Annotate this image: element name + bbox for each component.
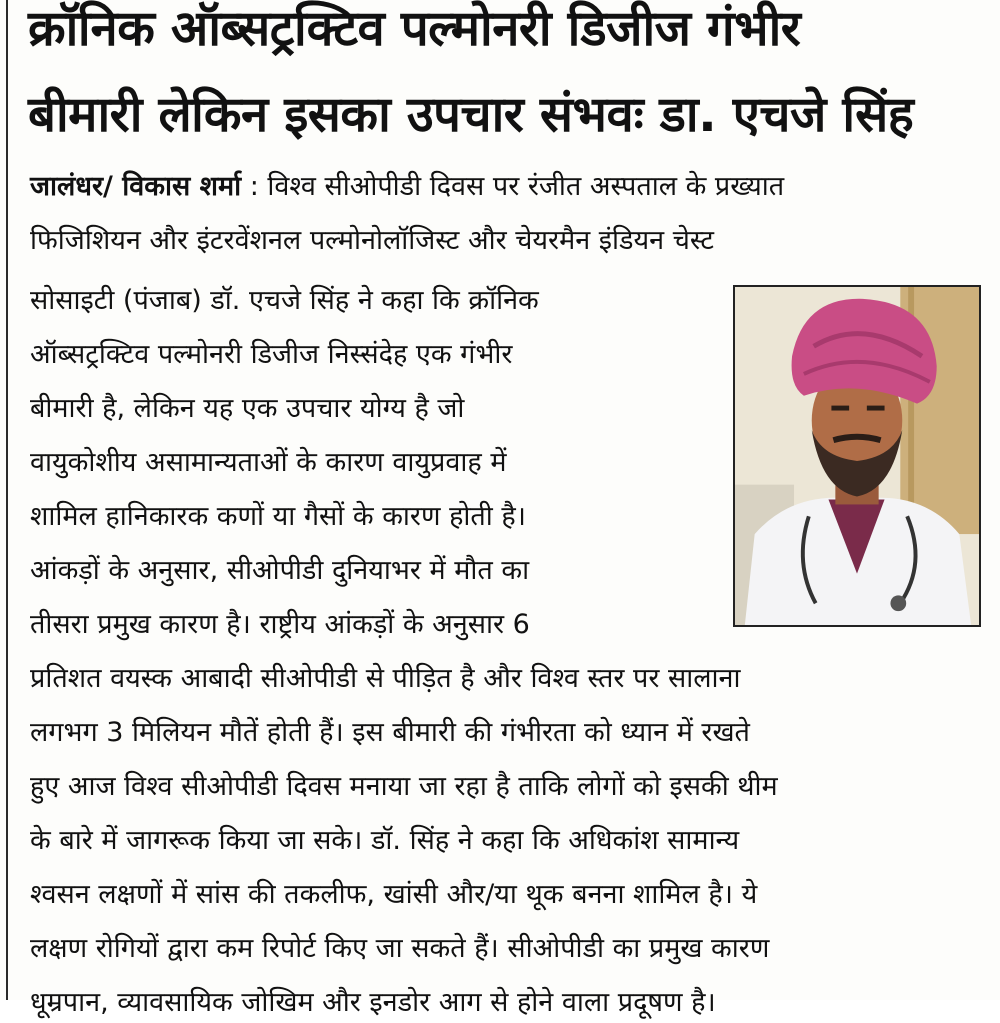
portrait-illustration bbox=[735, 287, 979, 625]
article-line-9: तीसरा प्रमुख कारण है। राष्ट्रीय आंकड़ों के अनुसार 6 bbox=[30, 609, 530, 640]
article-line-14: श्वसन लक्षणों में सांस की तकलीफ, खांसी और/या थूक बनना शामिल है। ये bbox=[30, 879, 758, 910]
article-line-1-text: विश्व सीओपीडी दिवस पर रंजीत अस्पताल के प्रख्यात bbox=[267, 171, 785, 202]
article-line-8: आंकड़ों के अनुसार, सीओपीडी दुनियाभर में मौत का bbox=[30, 555, 530, 586]
article-line-7: शामिल हानिकारक कणों या गैसों के कारण होती है। bbox=[30, 501, 526, 532]
article-line-13: के बारे में जागरूक किया जा सके। डॉ. सिंह ने कहा कि अधिकांश सामान्य bbox=[30, 825, 740, 856]
article-line-10: प्रतिशत वयस्क आबादी सीओपीडी से पीड़ित है और विश्व स्तर पर सालाना bbox=[30, 663, 741, 694]
headline-line-2: बीमारी लेकिन इसका उपचार संभवः डा. एचजे सिंह bbox=[28, 86, 914, 143]
headline bbox=[28, 0, 988, 158]
article-line-3: सोसाइटी (पंजाब) डॉ. एचजे सिंह ने कहा कि क्रॉनिक bbox=[30, 285, 539, 316]
dateline: जालंधर/ विकास शर्मा bbox=[30, 171, 242, 202]
article-line-16: धूम्रपान, व्यावसायिक जोखिम और इनडोर आग से होने वाला प्रदूषण है। bbox=[30, 987, 716, 1018]
article-line-4: ऑब्सट्रक्टिव पल्मोनरी डिजीज निस्संदेह एक गंभीर bbox=[30, 339, 513, 370]
article-line-11: लगभग 3 मिलियन मौतें होती हैं। इस बीमारी की गंभीरता को ध्यान में रखते bbox=[30, 717, 750, 748]
column-rule bbox=[6, 0, 8, 1000]
article-line-1: जालंधर/ विकास शर्मा : विश्व सीओपीडी दिवस पर रंजीत अस्पताल के प्रख्यात bbox=[30, 171, 785, 202]
article-line-5: बीमारी है, लेकिन यह एक उपचार योग्य है जो bbox=[30, 393, 465, 424]
article-line-15: लक्षण रोगियों द्वारा कम रिपोर्ट किए जा सकते हैं। सीओपीडी का प्रमुख कारण bbox=[30, 933, 770, 964]
headline-line-1: क्रॉनिक ऑब्सट्रक्टिव पल्मोनरी डिजीज गंभीर bbox=[28, 0, 801, 57]
article-line-2: फिजिशियन और इंटरवेंशनल पल्मोनोलॉजिस्ट और चेयरमैन इंडियन चेस्ट bbox=[30, 225, 714, 256]
article-line-12: हुए आज विश्व सीओपीडी दिवस मनाया जा रहा है ताकि लोगों को इसकी थीम bbox=[30, 771, 778, 802]
article-line-6: वायुकोशीय असामान्यताओं के कारण वायुप्रवाह में bbox=[30, 447, 507, 478]
doctor-portrait-photo bbox=[733, 285, 981, 627]
